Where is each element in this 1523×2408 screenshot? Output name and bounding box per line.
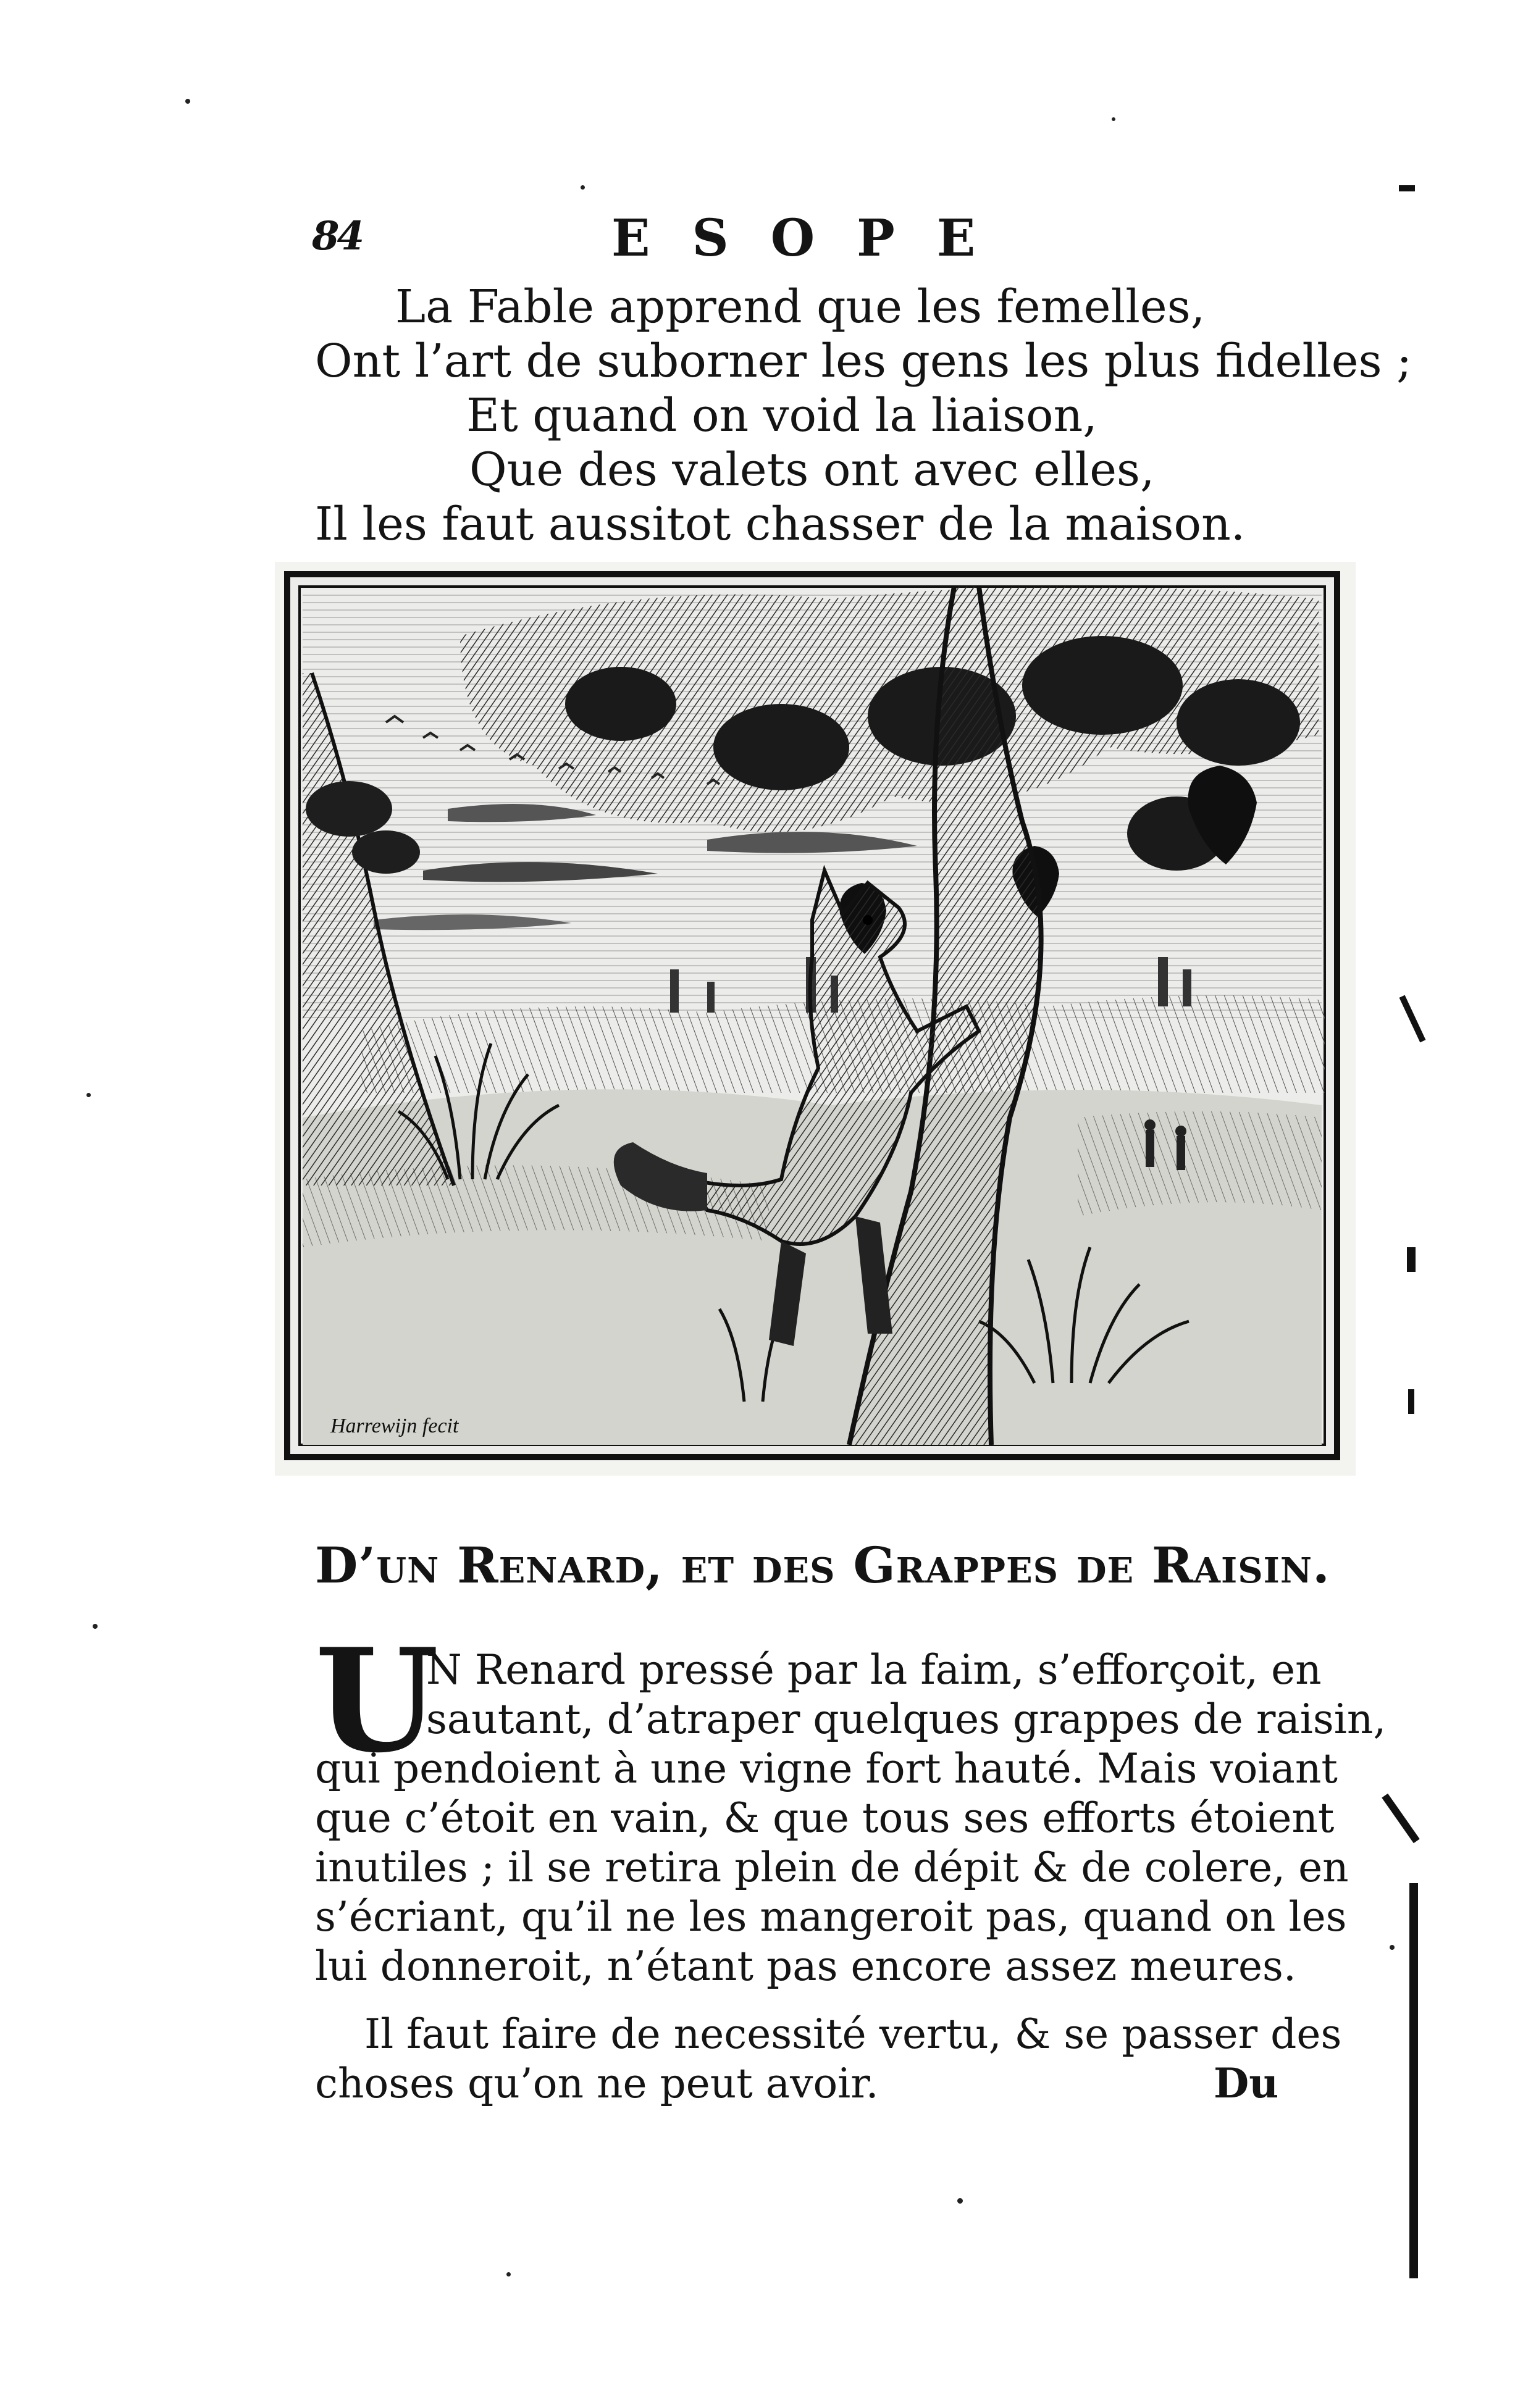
scan-speck bbox=[86, 1093, 91, 1097]
scan-speck bbox=[506, 2272, 511, 2276]
verse-line: Ont l’art de suborner les gens les plus fidelles ; bbox=[315, 335, 1412, 388]
margin-mark bbox=[1399, 995, 1426, 1043]
margin-mark bbox=[1408, 1389, 1414, 1414]
margin-mark bbox=[1407, 1247, 1416, 1272]
body-line: N Renard pressé par la faim, s’efforçoit, en bbox=[426, 1646, 1322, 1694]
margin-mark bbox=[1382, 1794, 1419, 1844]
body-line: qui pendoient à une vigne fort hauté. Mais voiant bbox=[315, 1745, 1338, 1792]
scan-speck bbox=[93, 1624, 98, 1629]
body-line: lui donneroit, n’étant pas encore assez meures. bbox=[315, 1942, 1296, 1990]
moral-line: Il faut faire de necessité vertu, & se passer des bbox=[364, 2010, 1342, 2058]
scan-speck bbox=[957, 2198, 963, 2204]
verse-line: La Fable apprend que les femelles, bbox=[395, 280, 1206, 333]
body-line: que c’étoit en vain, & que tous ses efforts étoient bbox=[315, 1794, 1335, 1842]
engraver-signature: Harrewijn fecit bbox=[330, 1415, 459, 1437]
scan-speck bbox=[581, 185, 585, 190]
catchword: Du bbox=[1214, 2059, 1279, 2107]
drop-cap: U bbox=[315, 1618, 439, 1784]
scan-speck bbox=[1112, 117, 1115, 121]
body-line: s’écriant, qu’il ne les mangeroit pas, quand on les bbox=[315, 1893, 1347, 1941]
margin-mark bbox=[1409, 1883, 1418, 2278]
moral-line: choses qu’on ne peut avoir. bbox=[315, 2060, 879, 2107]
margin-mark bbox=[1399, 185, 1415, 191]
engraving-illustration bbox=[275, 562, 1356, 1476]
verse-line: Que des valets ont avec elles, bbox=[469, 443, 1155, 496]
running-title: ESOPE bbox=[611, 209, 1018, 268]
fox-and-grapes-engraving bbox=[275, 562, 1356, 1476]
fable-heading: D’un Renard, et des Grappes de Raisin. bbox=[315, 1536, 1330, 1594]
verse-line: Il les faut aussitot chasser de la maison. bbox=[315, 498, 1246, 551]
scan-speck bbox=[1390, 1945, 1395, 1950]
scan-speck bbox=[185, 99, 190, 104]
page-number: 84 bbox=[312, 213, 363, 259]
body-line: sautant, d’atraper quelques grappes de raisin, bbox=[426, 1695, 1387, 1743]
verse-line: Et quand on void la liaison, bbox=[466, 389, 1097, 442]
body-line: inutiles ; il se retira plein de dépit & de colere, en bbox=[315, 1844, 1349, 1891]
